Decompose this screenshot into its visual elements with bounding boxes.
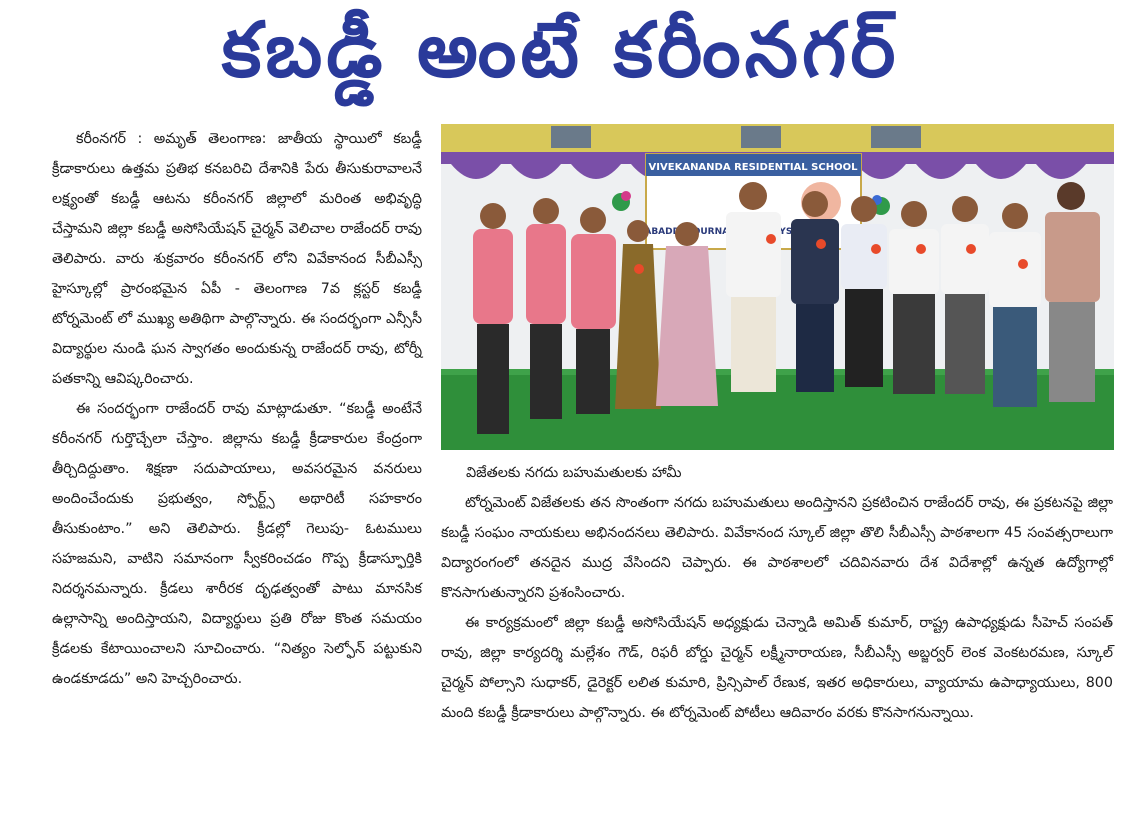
article-paragraph: ఈ కార్యక్రమంలో జిల్లా కబడ్డీ అసోసియేషన్ అధ్యక్షుడు చెన్నాడి అమిత్ కుమార్, రాష్ట్ర ఉపాధ్యక్షుడు సీహెచ్ సంపత్ రావు, జిల్లా కార్యదర్శి మల్లేశం గౌడ్, రిఫరీ బోర్డు చైర్మన్ లక్ష్మీనారాయణ, సీబీఎస్సీ అబ్జర్వర్ లెంక వెంకటరమణ, స్కూల్ చైర్మన్ పోల్సాని సుధాకర్, డైరెక్టర్ లలిత కుమారి, ప్రిన్సిపాల్ రేణుక, ఇతర అధికారులు, వ్యాయామ ఉపాధ్యాయులు, 800 మంది కబడ్డీ క్రీడాకారులు పాల్గొన్నారు. ఈ టోర్నమెంట్ పోటీలు ఆదివారం వరకు కొనసాగనున్నాయి. [441, 615, 1113, 721]
left-column [52, 124, 422, 694]
banner-school-text: VIVEKANANDA RESIDENTIAL SCHOOL [648, 162, 858, 173]
article-paragraph: టోర్నమెంట్ విజేతలకు తన సొంతంగా నగదు బహుమతులు అందిస్తానని ప్రకటించిన రాజేందర్ రావు, ఈ ప్రకటనపై జిల్లా కబడ్డీ సంఘం నాయకులు అభినందనలు తెలిపారు. వివేకానంద స్కూల్ జిల్లా తొలి సీబీఎస్సీ పాఠశాలగా 45 సంవత్సరాలుగా విద్యారంగంలో తనదైన ముద్ర వేసిందని చెప్పారు. ఈ పాఠశాలలో చదివినవారు దేశ విదేశాల్లో ఉన్నత ఉద్యోగాల్లో కొనసాగుతున్నారని ప్రశంసించారు. [441, 495, 1113, 601]
banner-tournament-text: KABADDI TOURNAMENT [637, 227, 758, 237]
article-paragraph: కరీంనగర్ : అమృత్ తెలంగాణ: జాతీయ స్థాయిలో కబడ్డీ క్రీడాకారులు ఉత్తమ ప్రతిభ కనబరిచి దేశానికి పేరు తీసుకురావాలనే లక్ష్యంతో కబడ్డీ ఆటను కరీంనగర్ జిల్లాలో మరింత అభివృద్ధి చేస్తామని జిల్లా కబడ్డీ అసోసియేషన్ చైర్మన్ వెలిచాల రాజేందర్ రావు తెలిపారు. వారు శుక్రవారం కరీంనగర్ లోని వివేకానంద సీబీఎస్సీ హైస్కూల్లో ప్రారంభమైన ఏపీ - తెలంగాణ 7వ క్లస్టర్ కబడ్డీ టోర్నమెంట్ లో ముఖ్య అతిథిగా పాల్గొన్నారు. ఈ సందర్భంగా ఎన్సీసీ విద్యార్థుల నుండి ఘన స్వాగతం అందుకున్న రాజేందర్ రావు, టోర్నీ పతకాన్ని ఆవిష్కరించారు. [52, 131, 422, 387]
headline: కబడ్డీ అంటే కరీంనగర్ [221, 5, 900, 94]
article-paragraph: ఈ సందర్భంగా రాజేందర్ రావు మాట్లాడుతూ. “కబడ్డీ అంటేనే కరీంనగర్ గుర్తొచ్చేలా చేస్తాం. జిల్లాను కబడ్డీ క్రీడాకారుల కేంద్రంగా తీర్చిదిద్దుతాం. శిక్షణా సదుపాయాలు, అవసరమైన వనరులు అందించేందుకు ప్రభుత్వం, స్పోర్ట్స్ అథారిటీ సహకారం తీసుకుంటాం.” అని తెలిపారు. క్రీడల్లో గెలుపు- ఓటములు సహజమని, వాటిని సమానంగా స్వీకరించడం గొప్ప క్రీడాస్ఫూర్తికి నిదర్శనమన్నారు. క్రీడలు శారీరక దృఢత్వంతో పాటు మానసిక ఉల్లాసాన్ని అందిస్తాయని, విద్యార్థులు ప్రతి రోజు కొంత సమయం క్రీడలకు కేటాయించాలని సూచించారు. “నిత్యం సెల్ఫోన్ పట్టుకుని ఉండకూడదు” అని హెచ్చరించారు. [52, 401, 422, 687]
right-column [441, 488, 1113, 728]
photo-caption: విజేతలకు నగదు బహుమతులకు హామీ [466, 465, 682, 481]
event-photo-illustration [441, 124, 1114, 450]
news-photo [441, 124, 1114, 450]
